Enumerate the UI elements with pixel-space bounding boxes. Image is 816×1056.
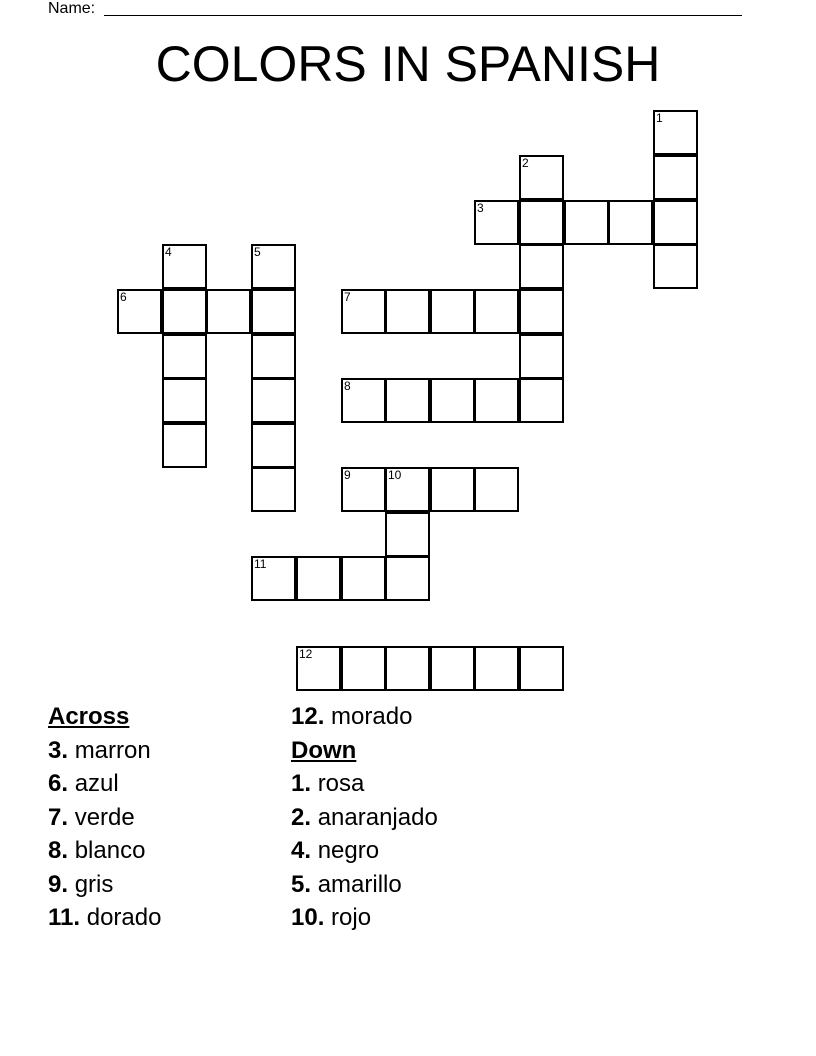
across-heading: Across <box>48 703 130 730</box>
clue-across-3: 3. marron <box>48 736 151 764</box>
crossword-cell[interactable] <box>430 646 475 691</box>
cell-number: 5 <box>254 245 261 259</box>
crossword-cell[interactable] <box>653 244 698 289</box>
crossword-cell[interactable] <box>162 423 207 468</box>
crossword-cell[interactable] <box>474 289 519 334</box>
crossword-cell[interactable] <box>519 378 564 423</box>
cell-number: 8 <box>344 379 351 393</box>
cell-number: 7 <box>344 290 351 304</box>
crossword-cell[interactable] <box>251 334 296 379</box>
crossword-cell[interactable] <box>385 556 430 601</box>
crossword-cell[interactable] <box>430 289 475 334</box>
crossword-cell[interactable] <box>341 467 386 512</box>
cell-number: 2 <box>522 156 529 170</box>
cell-number: 6 <box>120 290 127 304</box>
crossword-cell[interactable] <box>385 289 430 334</box>
crossword-cell[interactable] <box>653 200 698 245</box>
clue-across-9: 9. gris <box>48 870 114 898</box>
crossword-cell[interactable] <box>251 378 296 423</box>
crossword-cell[interactable] <box>474 200 519 245</box>
crossword-cell[interactable] <box>251 556 296 601</box>
crossword-cell[interactable] <box>385 512 430 557</box>
crossword-cell[interactable] <box>162 334 207 379</box>
cell-number: 11 <box>254 557 267 571</box>
clue-down-4: 4. negro <box>291 837 380 864</box>
clue-column-left <box>48 700 161 935</box>
crossword-cell[interactable] <box>519 244 564 289</box>
crossword-cell[interactable] <box>162 289 207 334</box>
down-heading: Down <box>291 736 357 764</box>
crossword-cell[interactable] <box>296 556 341 601</box>
crossword-cell[interactable] <box>341 378 386 423</box>
cell-number: 12 <box>299 647 313 661</box>
cell-number: 9 <box>344 468 351 482</box>
crossword-cell[interactable] <box>385 378 430 423</box>
clue-across-12: 12. morado <box>291 703 413 730</box>
crossword-cell[interactable] <box>474 378 519 423</box>
clue-across-6: 6. azul <box>48 770 119 797</box>
crossword-cell[interactable] <box>564 200 609 245</box>
crossword-cell[interactable] <box>653 110 698 155</box>
crossword-cell[interactable] <box>251 467 296 512</box>
crossword-cell[interactable] <box>341 556 386 601</box>
crossword-cell[interactable] <box>653 155 698 200</box>
crossword-cell[interactable] <box>430 467 475 512</box>
crossword-cell[interactable] <box>474 646 519 691</box>
clue-down-10: 10. rojo <box>291 904 372 931</box>
crossword-cell[interactable] <box>519 334 564 379</box>
crossword-cell[interactable] <box>341 646 386 691</box>
cell-number: 3 <box>477 201 484 215</box>
name-label: Name: <box>48 0 96 17</box>
clue-across-8: 8. blanco <box>48 837 146 864</box>
clue-across-7: 7. verde <box>48 803 135 831</box>
crossword-cell[interactable] <box>474 467 519 512</box>
crossword-cell[interactable] <box>251 289 296 334</box>
cell-number: 1 <box>656 111 663 125</box>
crossword-cell[interactable] <box>519 155 564 200</box>
crossword-cell[interactable] <box>519 289 564 334</box>
crossword-cell[interactable] <box>341 289 386 334</box>
cell-number: 4 <box>165 245 172 259</box>
crossword-cell[interactable] <box>117 289 162 334</box>
clue-column-right <box>291 700 438 935</box>
clue-down-1: 1. rosa <box>291 770 365 797</box>
crossword-cell[interactable] <box>162 378 207 423</box>
crossword-cell[interactable] <box>296 646 341 691</box>
crossword-cell[interactable] <box>519 200 564 245</box>
crossword-cell[interactable] <box>206 289 251 334</box>
page-title: COLORS IN SPANISH <box>155 36 661 92</box>
crossword-cell[interactable] <box>385 646 430 691</box>
crossword-cell[interactable] <box>385 467 430 512</box>
clue-down-5: 5. amarillo <box>291 870 402 898</box>
clue-across-11: 11. dorado <box>48 904 162 931</box>
clue-down-2: 2. anaranjado <box>291 803 438 831</box>
crossword-cell[interactable] <box>519 646 564 691</box>
crossword-cell[interactable] <box>162 244 207 289</box>
crossword-cell[interactable] <box>251 244 296 289</box>
crossword-cell[interactable] <box>251 423 296 468</box>
cell-number: 10 <box>388 468 402 482</box>
crossword-cell[interactable] <box>608 200 653 245</box>
crossword-cell[interactable] <box>430 378 475 423</box>
